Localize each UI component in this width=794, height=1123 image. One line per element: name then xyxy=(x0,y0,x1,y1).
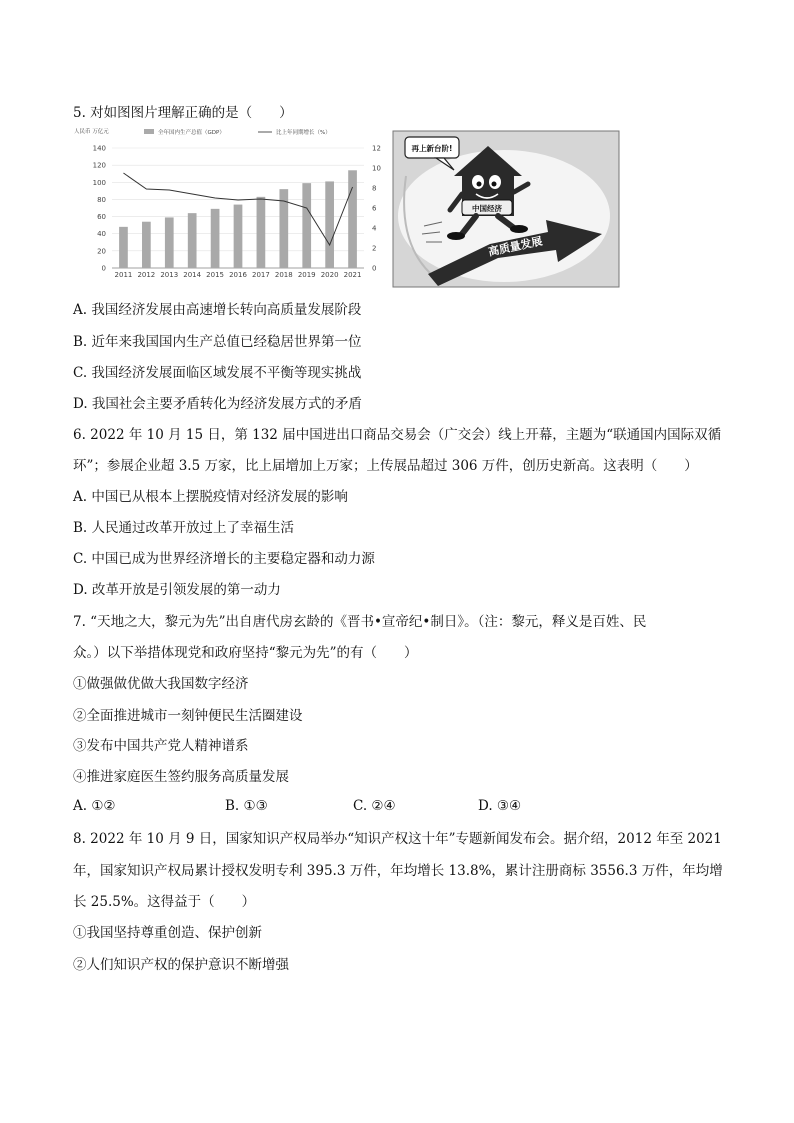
q8-item-1: ①我国坚持尊重创造、保护创新 xyxy=(73,925,262,941)
gdp-bar-2021 xyxy=(348,170,357,268)
gdp-bar-2019 xyxy=(302,183,311,268)
x-tick-2011: 2011 xyxy=(114,271,133,279)
arrow-label: 高质量发展 xyxy=(487,234,544,259)
y-left-tick: 100 xyxy=(92,178,106,187)
x-tick-2013: 2013 xyxy=(160,271,179,279)
q6-option-d[interactable]: D. 改革开放是引领发展的第一动力 xyxy=(73,582,281,598)
x-tick-2021: 2021 xyxy=(343,271,362,279)
y-right-tick: 0 xyxy=(372,264,377,273)
q5-option-a[interactable]: A. 我国经济发展由高速增长转向高质量发展阶段 xyxy=(73,302,362,318)
y-right-tick: 12 xyxy=(372,144,381,153)
q5-stem: 5. 对如图图片理解正确的是（ ） xyxy=(73,105,293,121)
character-sign-text: 中国经济 xyxy=(472,204,502,213)
legend-bar-label: 全年国内生产总值（GDP） xyxy=(158,130,225,136)
y-left-tick: 0 xyxy=(101,264,106,273)
x-tick-2018: 2018 xyxy=(274,271,293,279)
y-right-tick: 6 xyxy=(372,204,377,213)
x-tick-2017: 2017 xyxy=(251,271,270,279)
q7-stem-line-1: 7. “天地之大，黎元为先”出自唐代房玄龄的《晋书•宣帝纪•制日》。（注：黎元，释义是百姓、民 xyxy=(73,614,647,630)
q6-option-a[interactable]: A. 中国已从根本上摆脱疫情对经济发展的影响 xyxy=(73,489,348,505)
gdp-bar-2020 xyxy=(325,181,334,268)
x-tick-2014: 2014 xyxy=(183,271,202,279)
q8-item-2: ②人们知识产权的保护意识不断增强 xyxy=(73,957,289,973)
q7-item-3: ③发布中国共产党人精神谱系 xyxy=(73,738,249,754)
q7-item-1: ①做强做优做大我国数字经济 xyxy=(73,676,249,692)
q8-stem-line-2: 年，国家知识产权局累计授权发明专利 395.3 万件，年均增长 13.8%，累计注册商标 3556.3 万件，年均增 xyxy=(73,863,723,879)
gdp-bar-2014 xyxy=(188,213,197,268)
y-right-tick: 8 xyxy=(372,184,377,193)
q7-choice-a[interactable]: A. ①② xyxy=(73,798,116,814)
q7-stem-line-2: 众。）以下举措体现党和政府坚持“黎元为先”的有（ ） xyxy=(73,645,418,661)
x-tick-2015: 2015 xyxy=(206,271,225,279)
q7-choice-b[interactable]: B. ①③ xyxy=(225,798,268,814)
x-tick-2016: 2016 xyxy=(229,271,247,279)
y-right-tick: 4 xyxy=(372,224,377,233)
q7-choice-c[interactable]: C. ②④ xyxy=(353,798,396,814)
cartoon-illustration xyxy=(392,130,620,288)
x-tick-2020: 2020 xyxy=(320,271,339,279)
gdp-bar-2016 xyxy=(234,205,243,268)
gdp-bar-2011 xyxy=(119,227,128,268)
y-left-tick: 120 xyxy=(92,161,106,170)
gdp-bar-2013 xyxy=(165,217,174,268)
q6-stem-line-2: 环”；参展企业超 3.5 万家，比上届增加上万家；上传展品超过 306 万件，创历史新高。这表明（ ） xyxy=(73,458,698,474)
y-left-tick: 60 xyxy=(97,213,106,222)
gdp-bar-2015 xyxy=(211,209,220,268)
q5-option-b[interactable]: B. 近年来我国国内生产总值已经稳居世界第一位 xyxy=(73,334,362,350)
x-tick-2012: 2012 xyxy=(137,271,156,279)
gdp-bar-2012 xyxy=(142,222,151,268)
q8-stem-line-3: 长 25.5%。这得益于（ ） xyxy=(73,894,256,910)
q7-choice-d[interactable]: D. ③④ xyxy=(478,798,522,814)
q7-item-4: ④推进家庭医生签约服务高质量发展 xyxy=(73,769,289,785)
y-left-tick: 40 xyxy=(97,230,106,239)
q6-option-c[interactable]: C. 中国已成为世界经济增长的主要稳定器和动力源 xyxy=(73,551,375,567)
q7-choices xyxy=(73,798,713,818)
q7-item-2: ②全面推进城市一刻钟便民生活圈建设 xyxy=(73,708,303,724)
y-left-tick: 80 xyxy=(97,195,106,204)
q6-option-b[interactable]: B. 人民通过改革开放过上了幸福生活 xyxy=(73,520,295,536)
y-left-tick: 140 xyxy=(92,144,106,153)
x-tick-2019: 2019 xyxy=(297,271,316,279)
q6-stem-line-1: 6. 2022 年 10 月 15 日，第 132 届中国进出口商品交易会（广交会）线上开幕，主题为“联通国内国际双循 xyxy=(73,427,722,443)
q5-option-c[interactable]: C. 我国经济发展面临区域发展不平衡等现实挑战 xyxy=(73,365,362,381)
gdp-bar-2017 xyxy=(257,197,266,268)
speech-bubble-text: 再上新台阶! xyxy=(411,144,453,153)
legend-bar-swatch xyxy=(144,129,154,134)
y-right-tick: 10 xyxy=(372,164,381,173)
y-right-tick: 2 xyxy=(372,244,377,253)
q5-option-d[interactable]: D. 我国社会主要矛盾转化为经济发展方式的矛盾 xyxy=(73,396,362,412)
legend-line-label: 比上年同期增长（%） xyxy=(276,130,331,136)
y-left-tick: 20 xyxy=(97,247,106,256)
gdp-chart xyxy=(72,126,384,280)
q8-stem-line-1: 8. 2022 年 10 月 9 日，国家知识产权局举办“知识产权这十年”专题新闻发布会。据介绍，2012 年至 2021 xyxy=(73,831,722,847)
chart-unit-label: 人民币 万亿元 xyxy=(74,129,109,135)
